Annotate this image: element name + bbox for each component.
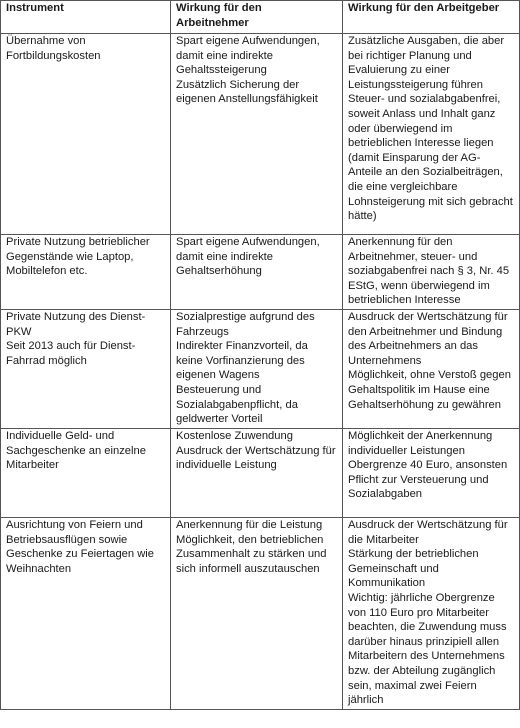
cell-effect-employee: Spart eigene Aufwendungen, damit eine indirekte Gehaltserhöhung xyxy=(171,235,343,310)
cell-instrument: Ausrichtung von Feiern und Betriebsausflügen sowie Geschenke zu Feiertagen wie Weihnachten xyxy=(1,518,171,710)
cell-effect-employee: Anerkennung für die Leistung Möglichkeit, den betrieblichen Zusammenhalt zu stärken und sich informell auszutauschen xyxy=(171,518,343,710)
table-row xyxy=(1,34,520,235)
cell-effect-employer: Ausdruck der Wertschätzung für die Mitarbeiter Stärkung der betrieblichen Gemeinschaft und Kommunikation Wichtig: jährliche Obergrenze von 110 Euro pro Mitarbeiter beachten, die Zuwendung muss darüber hinaus prinzipiell allen Mitarbeitern des Unternehmens bzw. der Abteilung zugänglich sein, maximal zwei Feiern jährlich xyxy=(343,518,520,710)
cell-effect-employee: Spart eigene Aufwendungen, damit eine indirekte Gehaltssteigerung Zusätzlich Sicherung der eigenen Anstellungsfähigkeit xyxy=(171,34,343,235)
cell-instrument: Private Nutzung des Dienst-PKW Seit 2013 auch für Dienst-Fahrrad möglich xyxy=(1,310,171,429)
table-row xyxy=(1,429,520,518)
cell-effect-employee: Kostenlose Zuwendung Ausdruck der Wertschätzung für individuelle Leistung xyxy=(171,429,343,518)
cell-instrument: Individuelle Geld- und Sachgeschenke an einzelne Mitarbeiter xyxy=(1,429,171,518)
header-effect-employer: Wirkung für den Arbeitgeber xyxy=(343,1,520,34)
header-instrument: Instrument xyxy=(1,1,171,34)
table-row xyxy=(1,518,520,710)
table-row xyxy=(1,235,520,310)
table-row xyxy=(1,310,520,429)
cell-effect-employer: Zusätzliche Ausgaben, die aber bei richtiger Planung und Evaluierung zu einer Leistungssteigerung führen Steuer- und sozialabgabenfrei, soweit Anlass und Inhalt ganz oder überwiegend im betrieblichen Interesse liegen (damit Einsparung der AG-Anteile an den Sozialbeiträgen, die eine vergleichbare Lohnsteigerung mit sich gebracht hätte) xyxy=(343,34,520,235)
table-header-row xyxy=(1,1,520,34)
cell-instrument: Übernahme von Fortbildungskosten xyxy=(1,34,171,235)
cell-effect-employer: Anerkennung für den Arbeitnehmer, steuer- und soziabgabenfrei nach § 3, Nr. 45 EStG, wenn überwiegend im betrieblichen Interesse xyxy=(343,235,520,310)
cell-effect-employer: Ausdruck der Wertschätzung für den Arbeitnehmer und Bindung des Arbeitnehmers an das Unternehmens Möglichkeit, ohne Verstoß gegen Gehaltspolitik im Hause eine Gehaltserhöhung zu gewähren xyxy=(343,310,520,429)
cell-effect-employer: Möglichkeit der Anerkennung individueller Leistungen Obergrenze 40 Euro, ansonsten Pflicht zur Versteuerung und Sozialabgaben xyxy=(343,429,520,518)
cell-instrument: Private Nutzung betrieblicher Gegenstände wie Laptop, Mobiltelefon etc. xyxy=(1,235,171,310)
cell-effect-employee: Sozialprestige aufgrund des Fahrzeugs Indirekter Finanzvorteil, da keine Vorfinanzierung des eigenen Wagens Besteuerung und Sozialabgabenpflicht, da geldwerter Vorteil xyxy=(171,310,343,429)
header-effect-employee: Wirkung für den Arbeitnehmer xyxy=(171,1,343,34)
